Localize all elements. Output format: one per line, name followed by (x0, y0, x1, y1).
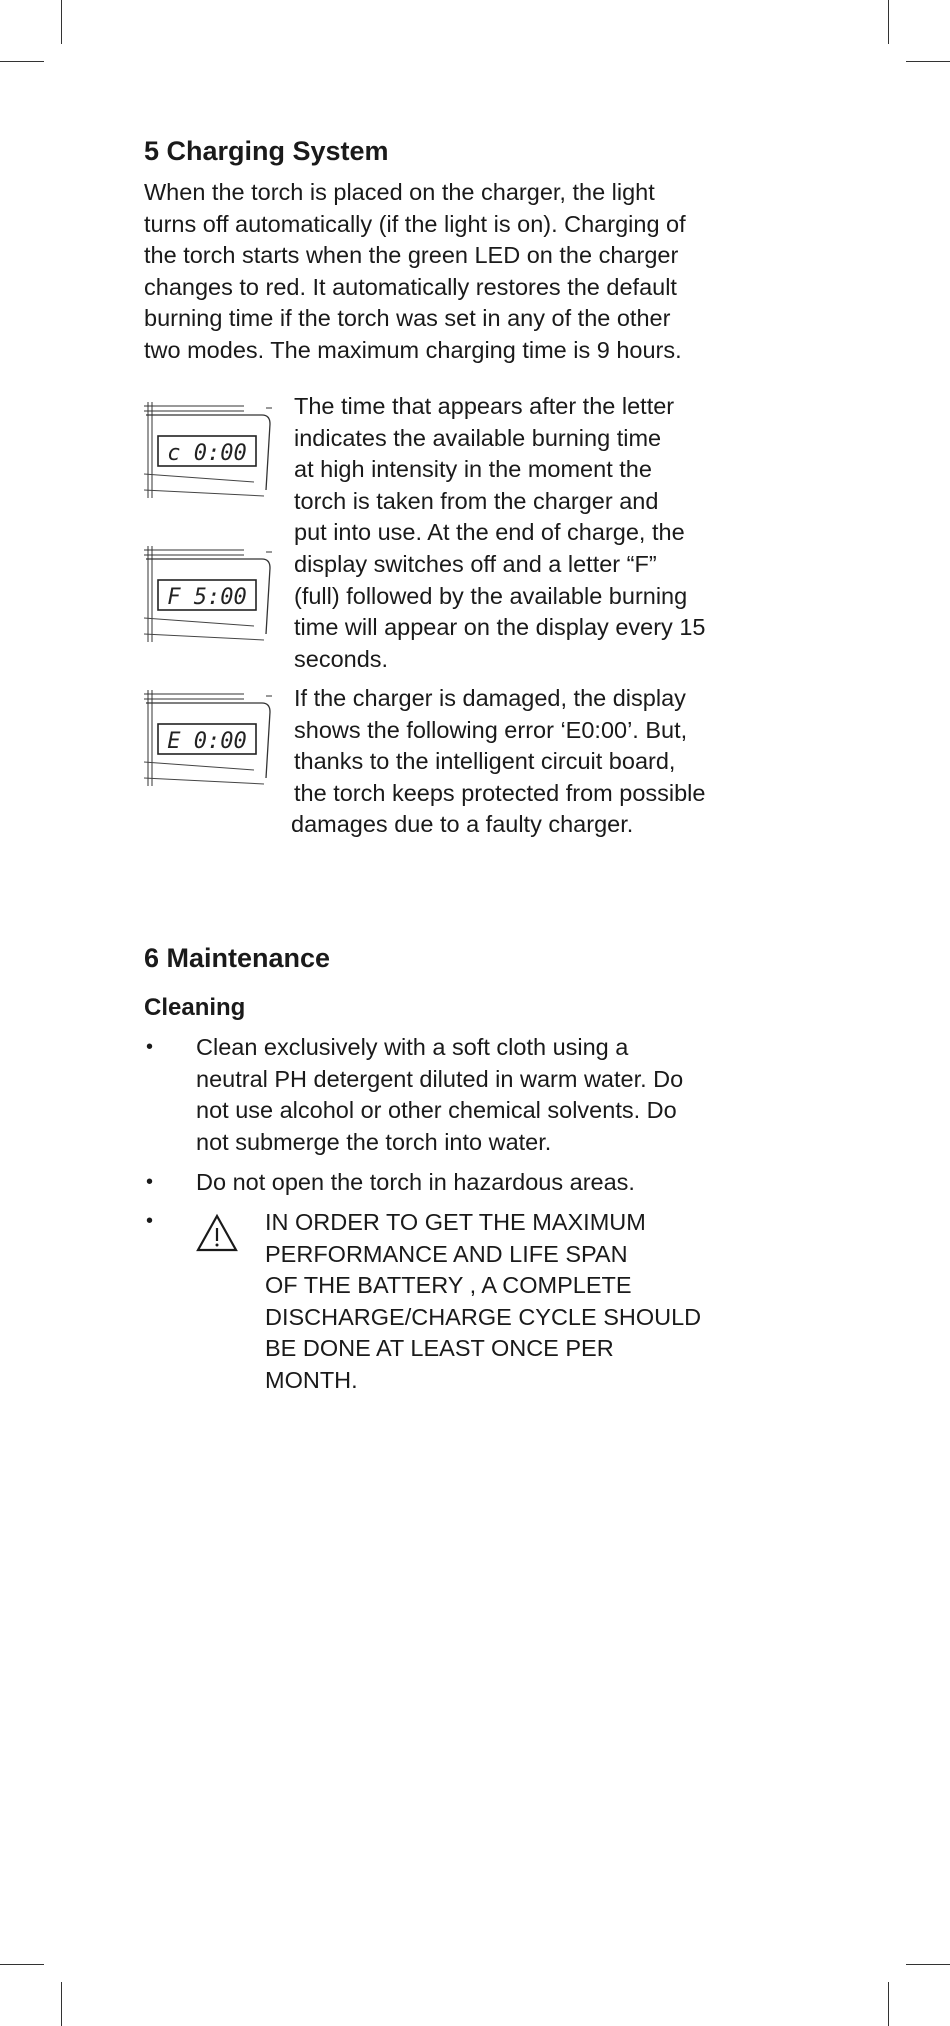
text-line: IN ORDER TO GET THE MAXIMUM (265, 1209, 646, 1235)
text-line: The time that appears after the letter (294, 393, 675, 419)
text-line: display switches off and a letter “F” (294, 550, 657, 577)
charger-error-paragraph (291, 683, 794, 841)
text-line: damages due to a faulty charger. (291, 811, 634, 838)
text-line: torch is taken from the charger and (294, 487, 659, 514)
bullet-marker: • (146, 1171, 154, 1193)
crop-mark-bottom-right-horizontal (906, 1964, 950, 1965)
crop-mark-top-left-horizontal (0, 61, 44, 62)
crop-mark-bottom-left-vertical (61, 1982, 62, 2026)
display-readout: E 0:00 (167, 729, 247, 754)
crop-mark-top-right-horizontal (906, 61, 950, 62)
text-line: DISCHARGE/CHARGE CYCLE SHOULD (265, 1303, 702, 1330)
text-line: the torch starts when the green LED on the charger (144, 242, 679, 269)
text-line: OF THE BATTERY , A COMPLETE (265, 1272, 632, 1299)
crop-mark-bottom-left-horizontal (0, 1964, 44, 1965)
cleaning-instruction (196, 1032, 796, 1158)
hazard-instruction: Do not open the torch in hazardous areas. (196, 1169, 635, 1195)
display-readout: F 5:00 (167, 585, 247, 610)
text-line: not submerge the torch into water. (196, 1128, 552, 1155)
bullet-marker: • (146, 1210, 154, 1232)
crop-mark-top-left-vertical (61, 0, 62, 44)
text-line: seconds. (294, 645, 389, 672)
text-line: not use alcohol or other chemical solvents. Do (196, 1097, 677, 1124)
display-illustration-full (144, 546, 272, 642)
warning-triangle-icon (195, 1213, 239, 1253)
burning-time-paragraph (294, 391, 794, 675)
text-line: PERFORMANCE AND LIFE SPAN (265, 1240, 628, 1267)
crop-mark-bottom-right-vertical (888, 1982, 889, 2026)
section-6-heading: 6 Maintenance (144, 943, 331, 973)
section-5-heading: 5 Charging System (144, 136, 389, 166)
text-line: indicates the available burning time (294, 424, 662, 451)
text-line: (full) followed by the available burning (294, 582, 688, 609)
text-line: thanks to the intelligent circuit board, (294, 748, 676, 775)
bullet-marker: • (146, 1036, 154, 1058)
lcd-display-icon (144, 546, 272, 642)
text-line: Clean exclusively with a soft cloth using a (196, 1034, 629, 1060)
display-illustration-error (144, 690, 272, 786)
text-line: turns off automatically (if the light is on). Charging of (144, 210, 686, 237)
display-illustration-charging (144, 402, 272, 498)
battery-warning (265, 1207, 785, 1397)
lcd-display-icon (144, 690, 272, 786)
text-line: the torch keeps protected from possible (294, 779, 706, 806)
cleaning-subheading: Cleaning (144, 994, 246, 1021)
text-line: put into use. At the end of charge, the (294, 519, 685, 546)
text-line: MONTH. (265, 1366, 358, 1393)
text-line: burning time if the torch was set in any of the other (144, 305, 671, 332)
text-line: BE DONE AT LEAST ONCE PER (265, 1335, 614, 1362)
section-5-intro (144, 177, 784, 367)
crop-mark-top-right-vertical (888, 0, 889, 44)
text-line: When the torch is placed on the charger, the light (144, 179, 655, 205)
text-line: time will appear on the display every 15 (294, 614, 706, 641)
text-line: shows the following error ‘E0:00’. But, (294, 716, 688, 743)
text-line: two modes. The maximum charging time is 9 hours. (144, 336, 682, 363)
text-line: changes to red. It automatically restores the default (144, 273, 677, 300)
text-line: neutral PH detergent diluted in warm water. Do (196, 1065, 684, 1092)
text-line: at high intensity in the moment the (294, 456, 652, 483)
display-readout: c 0:00 (167, 441, 247, 466)
lcd-display-icon (144, 402, 272, 498)
text-line: If the charger is damaged, the display (294, 685, 686, 711)
